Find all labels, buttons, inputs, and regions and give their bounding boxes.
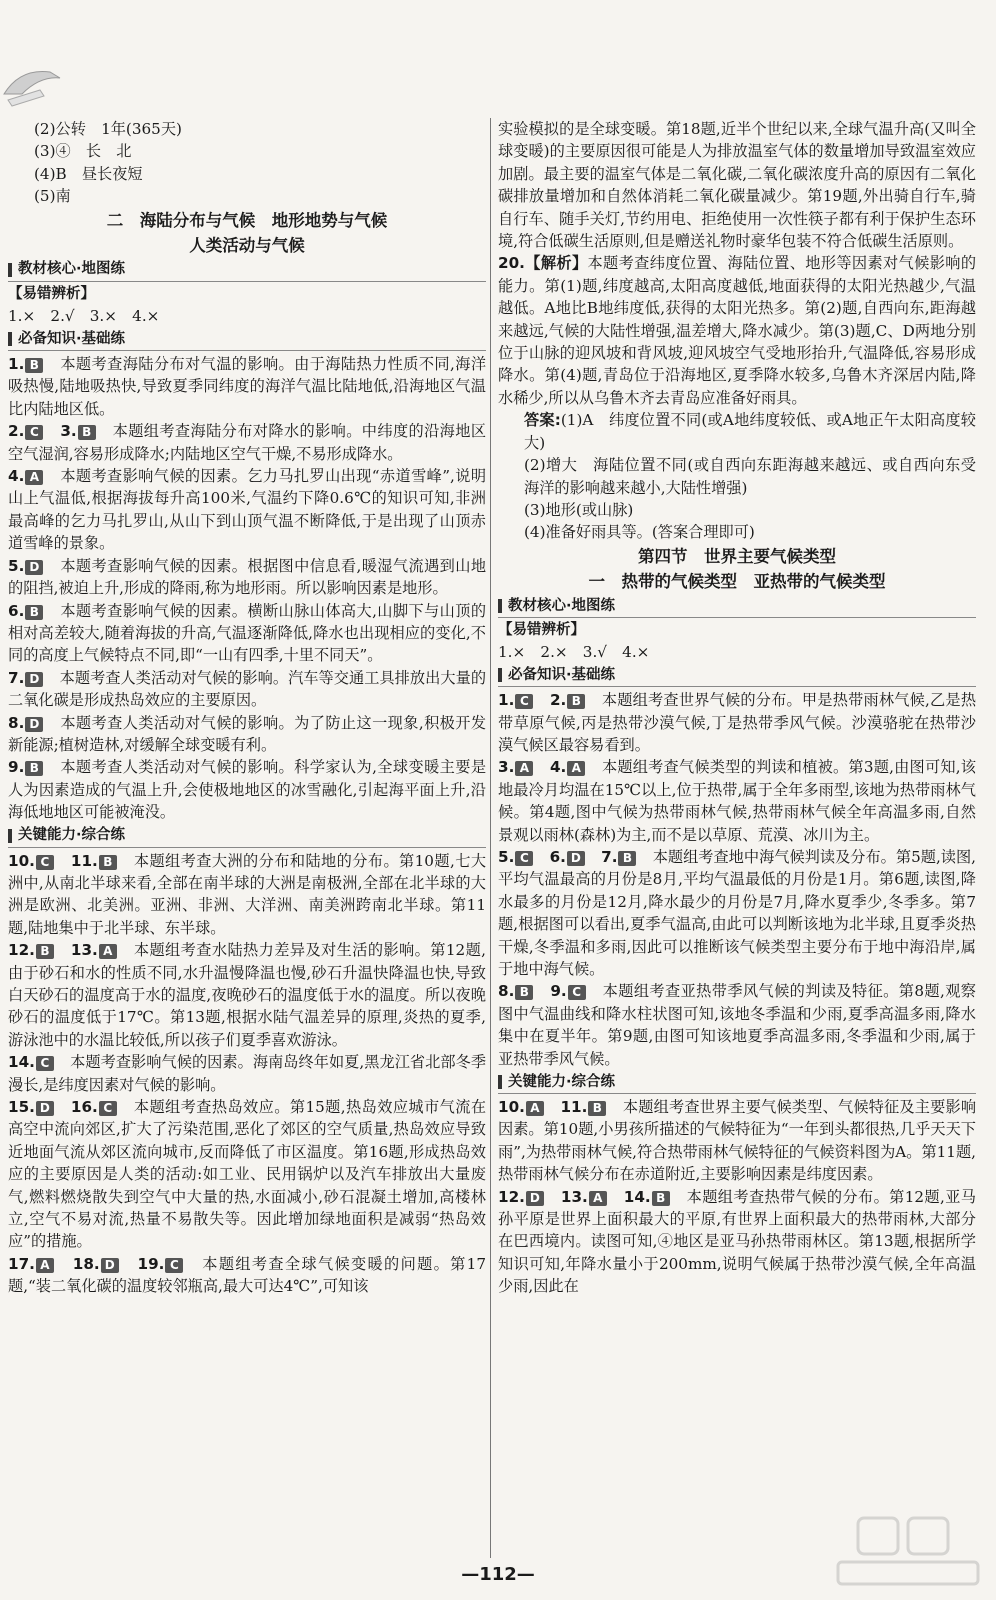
- section-4-subtitle: 一 热带的气候类型 亚热带的气候类型: [588, 571, 886, 591]
- answer-item-4: 4. A 本题考查影响气候的因素。乞力马扎罗山出现“赤道雪峰”,说明山上气温低,根据海拔每升高100米,气温约下降0.6℃的知识可知,非洲最高峰的乞力马扎罗山,从山下到山顶气温不断降低,于是出现了山顶赤道雪峰的景象。: [8, 467, 487, 553]
- intro-line-1: (2)公转 1年(365天): [34, 120, 182, 138]
- answer-item-7: 7. D 本题考查人类活动对气候的影响。汽车等交通工具排放出大量的二氧化碳是形成热岛效应的主要原因。: [8, 668, 487, 710]
- section-header-comprehensive-practice: 关键能力·综合练: [498, 1071, 976, 1094]
- watermark-logo: [828, 1510, 988, 1590]
- section-title-line2: 人类活动与气候: [189, 235, 305, 255]
- answer-item-14: 14. C 本题考查影响气候的因素。海南岛终年如夏,黑龙江省北部冬季漫长,是纬度因素对气候的影响。: [8, 1053, 487, 1094]
- answer-item-r5: 5. C 6. D 7. B 本题组考查地中海气候判读及分布。第5题,读图,平均气温最高的月份是8月,平均气温最低的月份是1月。第6题,读图,降水最多的月份是12月,降水最少的月份是7月,降水夏季少,冬季多。第7题,根据图可以看出,夏季气温高,由此可以判断该地为北半球,且夏季炎热干燥,冬季温和多雨,因此可以推断该气候类型主要分布于地中海沿岸,属于地中海气候。: [498, 847, 977, 978]
- intro-line-2: (3)④ 长 北: [34, 142, 132, 161]
- intro-line-4: (5)南: [34, 187, 71, 206]
- section-bar-icon: [498, 599, 502, 613]
- answer-item-r10: 10. A 11. B 本题组考查世界主要气候类型、气候特征及主要影响因素。第10题,小男孩所描述的气候特征为“一年到头都很热,几乎天天下雨”,为热带雨林气候,符合热带雨林气候特征的气候资料图为A。第11题,热带雨林气候分布在赤道附近,主要影响因素是纬度因素。: [498, 1098, 977, 1184]
- answer-item-2: 2. C 3. B 本题组考查海陆分布对降水的影响。中纬度的沿海地区空气湿润,容易形成降水;内陆地区空气干燥,不易形成降水。: [8, 422, 487, 463]
- right-column: [498, 118, 976, 1298]
- error-analysis-label: 【易错辨析】: [498, 621, 585, 638]
- answer-item-17: 17. A 18. D 19. C 本题组考查全球气候变暖的问题。第17题,“装二氧化碳的温度较邻瓶高,最大可达4℃”,可知该: [8, 1254, 486, 1296]
- section-bar-icon: [8, 332, 12, 346]
- section-bar-icon: [8, 263, 12, 277]
- section-4-title: 第四节 世界主要气候类型: [638, 546, 836, 566]
- section-header-textbook-core: 教材核心·地图练: [8, 259, 486, 282]
- answer-item-r3: 3. A 4. A 本题组考查气候类型的判读和植被。第3题,由图可知,该地最冷月均温在15℃以上,位于热带,属于全年多雨型,该地为热带雨林气候。第4题,图中气候为热带雨林气候,热带雨林气候全年高温多雨,自然景观以雨林(森林)为主,而不是以草原、荒漠、冰川为主。: [498, 758, 976, 844]
- left-column: [8, 118, 486, 1298]
- page-number: —112—: [461, 1564, 535, 1585]
- answer-item-15: 15. D 16. C 本题组考查热岛效应。第15题,热岛效应城市气流在高空中流向郊区,扩大了污染范围,恶化了郊区的空气质量,热岛效应导致近地面气流从郊区流向城市,反而降低了市区温度。第16题,形成热岛效应的主要原因是人类的活动:如工业、民用锅炉以及汽车排放出大量废气,燃料燃烧散失到空气中大量的热,水面减小,砂石混凝土增加,高楼林立,空气不易对流,热量不易散失等。因此增加绿地面积是减弱“热岛效应”的措施。: [8, 1098, 487, 1251]
- column-divider: [490, 118, 491, 1558]
- answer-item-20: 20.【解析】本题考查纬度位置、海陆位置、地形等因素对气候影响的能力。第(1)题,纬度越高,太阳高度越低,地面获得的太阳光热越少,气温越低。A地比B地纬度低,获得的太阳光热多。第(2)题,自西向东,距海越来越远,气候的大陆性增强,温差增大,降水减少。第(3)题,C、D两地分别位于山脉的迎风坡和背风坡,迎风坡空气受地形抬升,气温降低,容易形成降水。第(4)题,青岛位于沿海地区,夏季降水较多,乌鲁木齐深居内陆,降水稀少,所以从乌鲁木齐去青岛应准备好雨具。: [498, 254, 977, 407]
- error-analysis-answers: 1.× 2.× 3.√ 4.×: [498, 642, 650, 661]
- error-analysis-label: 【易错辨析】: [8, 285, 95, 302]
- answer-item-12: 12. B 13. A 本题组考查水陆热力差异及对生活的影响。第12题,由于砂石和水的性质不同,水升温慢降温也慢,砂石升温快降温也快,导致白天砂石的温度高于水的温度,夜晚砂石的温度低于水的温度。所以夜晚砂石的温度低于17℃。第13题,根据水陆气温差异的原理,炎热的夏季,游泳池中的水温比较低,所以孩子们夏季喜欢游泳。: [8, 941, 487, 1049]
- answer-item-10: 10. C 11. B 本题组考查大洲的分布和陆地的分布。第10题,七大洲中,从南北半球来看,全部在南半球的大洲是南极洲,全部在北半球的大洲是欧洲、北美洲。亚洲、非洲、大洋洲、南美洲跨南北半球。第11题,陆地集中于北半球、东半球。: [8, 851, 487, 937]
- answer-line-2: (2)增大 海陆位置不同(或自西向东距海越来越远、或自西向东受海洋的影响越来越小,大陆性增强): [524, 456, 976, 497]
- section-header-basic-practice: 必备知识·基础练: [8, 328, 486, 351]
- answer-block: 答案:(1)A 纬度位置不同(或A地纬度较低、或A地正午太阳高度较大): [524, 411, 976, 452]
- answer-item-r1: 1. C 2. B 本题组考查世界气候的分布。甲是热带雨林气候,乙是热带草原气候,丙是热带沙漠气候,丁是热带季风气候。沙漠骆驼在热带沙漠气候区最容易看到。: [498, 691, 977, 754]
- section-header-textbook-core: 教材核心·地图练: [498, 595, 976, 618]
- intro-line-3: (4)B 昼长夜短: [34, 164, 143, 183]
- answer-line-4: (4)准备好雨具等。(答案合理即可): [524, 523, 755, 542]
- section-title-line1: 二 海陆分布与气候 地形地势与气候: [106, 210, 388, 230]
- answer-item-5: 5. D 本题考查影响气候的因素。根据图中信息看,暖湿气流遇到山地的阻挡,被迫上升,形成的降雨,称为地形雨。所以影响因素是地形。: [8, 556, 487, 598]
- section-header-basic-practice: 必备知识·基础练: [498, 664, 976, 687]
- continued-text: 实验模拟的是全球变暖。第18题,近半个世纪以来,全球气温升高(又叫全球变暖)的主要原因很可能是人为排放温室气体的数量增加导致温室效应加剧。最主要的温室气体是二氧化碳,二氧化碳浓度升高的原因有二氧化碳排放量增加和自然体消耗二氧化碳量减少。第19题,外出骑自行车,骑自行车、随手关灯,节约用电、拒绝使用一次性筷子都有利于保护生态环境,符合低碳生活原则,但是赠送礼物时豪华包装不符合低碳生活原则。: [498, 120, 976, 251]
- school-stamp-logo: [0, 64, 70, 116]
- answer-item-r12: 12. D 13. A 14. B 本题组考查热带气候的分布。第12题,亚马孙平原是世界上面积最大的平原,有世界上面积最大的热带雨林,大部分在巴西境内。读图可知,④地区是亚马孙热带雨林区。第13题,根据所学知识可知,年降水量小于200mm,说明气候属于热带沙漠气候,全年高温少雨,因此在: [498, 1187, 976, 1296]
- section-bar-icon: [498, 1075, 502, 1089]
- answer-item-1: 1. B 本题考查海陆分布对气温的影响。由于海陆热力性质不同,海洋吸热慢,陆地吸热快,导致夏季同纬度的海洋气温比陆地低,沿海地区气温比内陆地区低。: [8, 355, 487, 418]
- answer-line-3: (3)地形(或山脉): [524, 500, 634, 519]
- answer-item-6: 6. B 本题考查影响气候的因素。横断山脉山体高大,山脚下与山顶的相对高差较大,随着海拔的升高,气温逐渐降低,降水也出现相应的变化,不同的高度上气候特点不同,即“一山有四季,十里不同天”。: [8, 601, 487, 665]
- answer-item-8: 8. D 本题考查人类活动对气候的影响。为了防止这一现象,积极开发新能源;植树造林,对缓解全球变暖有利。: [8, 713, 487, 754]
- section-header-comprehensive-practice: 关键能力·综合练: [8, 825, 486, 848]
- error-analysis-answers: 1.× 2.√ 3.× 4.×: [8, 306, 160, 325]
- answer-item-9: 9. B 本题考查人类活动对气候的影响。科学家认为,全球变暖主要是人为因素造成的气温上升,会使极地地区的冰雪融化,引起海平面上升,沿海低地地区可能被淹没。: [8, 758, 487, 822]
- answer-item-r8: 8. B 9. C 本题组考查亚热带季风气候的判读及特征。第8题,观察图中气温曲线和降水柱状图可知,该地冬季温和少雨,夏季高温多雨,降水集中在夏半年。第9题,由图可知该地夏季高温多雨,冬季温和少雨,属于亚热带季风气候。: [498, 982, 976, 1068]
- section-bar-icon: [8, 829, 12, 843]
- section-bar-icon: [498, 668, 502, 682]
